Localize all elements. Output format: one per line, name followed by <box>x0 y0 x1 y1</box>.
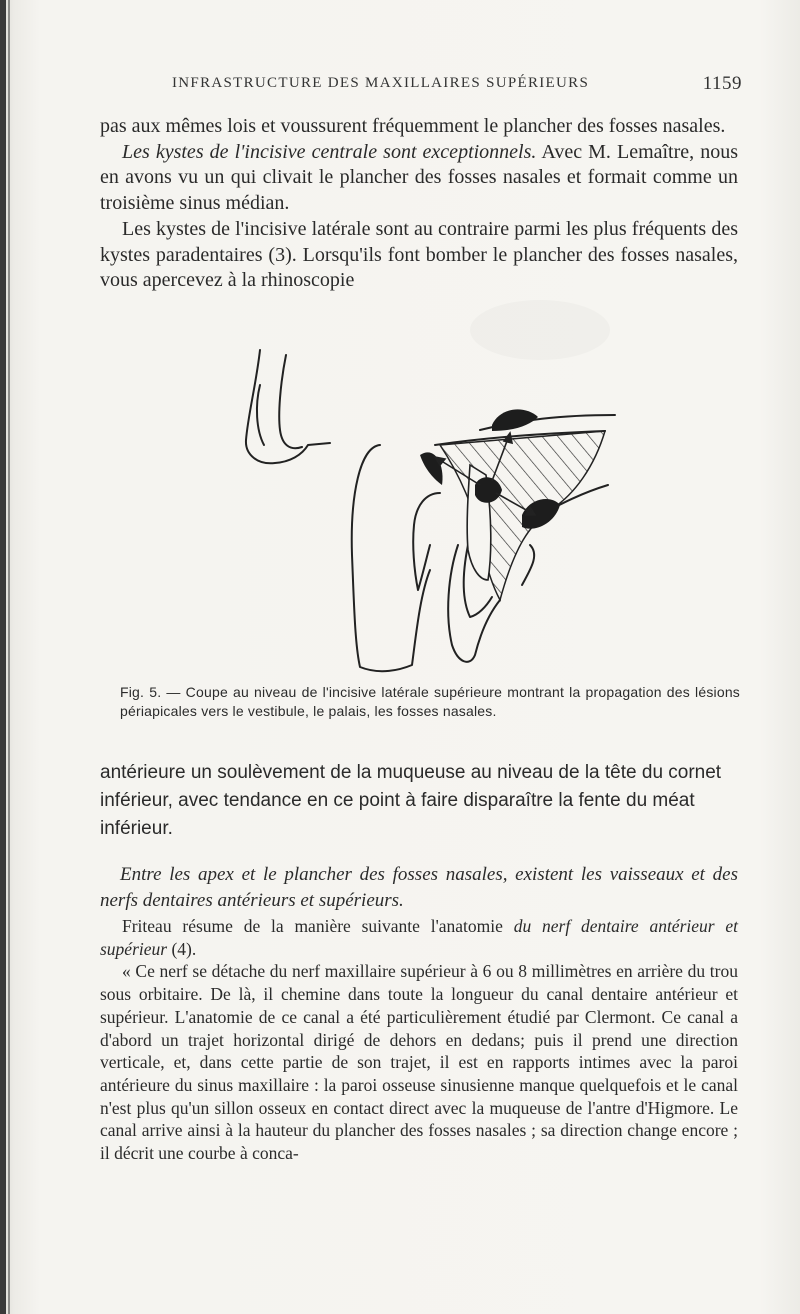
arrowhead <box>504 433 512 443</box>
body-text-middle <box>100 759 760 843</box>
paragraph-quote: « Ce nerf se détache du nerf maxillaire supérieur à 6 ou 8 millimètres en arrière du trou sous orbitaire. De là, il chemine dans toute la longueur du canal dentaire antérieur et supérieur. L'anatomie de ce canal a été particulièrement étudié par Clermont. Ce canal a d'abord un trajet horizontal dirigé de dehors en dedans; puis il prend une direction verticale, et, dans cette partie de son trajet, il est en rapports intimes avec la paroi antérieure du sinus maxillaire : la paroi osseuse sinusienne manque quelquefois et le canal n'est plus qu'un sillon osseux en contact direct avec la muqueuse de l'antre d'Higmore. Le canal arrive ainsi à la hauteur du plancher des fosses nasales ; sa direction change encore ; il décrit une courbe à conca- <box>100 961 738 1164</box>
page-spine-edge <box>0 0 6 1314</box>
vestibule-line <box>413 493 440 590</box>
nasal-inner-line <box>279 355 302 448</box>
anatomical-section-figure <box>230 345 620 680</box>
paragraph-text: (4). <box>167 938 197 959</box>
section-heading: Entre les apex et le plancher des fosses nasales, existent les vaisseaux et des nerfs dentaires antérieurs et supérieurs. <box>100 864 738 911</box>
nostril-curve <box>257 385 264 445</box>
paragraph-lateral-incisor: Les kystes de l'incisive latérale sont au contraire parmi les plus fréquents des kystes paradentaires (3). Lorsqu'ils font bomber le plancher des fosses nasales, vous apercevez à la rhinoscopie <box>100 217 738 292</box>
paragraph-friteau <box>100 915 738 960</box>
running-header <box>172 73 742 97</box>
running-title: INFRASTRUCTURE DES MAXILLAIRES SUPÉRIEURS <box>172 75 590 91</box>
paragraph-rhinoscopy: antérieure un soulèvement de la muqueuse au niveau de la tête du cornet inférieur, avec tendance en ce point à faire disparaître la fente du méat inférieur. <box>100 762 722 839</box>
paragraph-text: Avec M. Lemaître, nous en avons vu un qui clivait le plancher des fosses nasales et formait comme un troisième sinus médian. <box>100 140 738 215</box>
page-number: 1159 <box>702 73 742 94</box>
paragraph-continuation: pas aux mêmes lois et voussurent fréquemment le plancher des fosses nasales. <box>100 115 726 137</box>
palate-lower-line <box>522 545 534 585</box>
paragraph-central-incisor <box>100 140 738 217</box>
body-text-top <box>100 114 738 294</box>
figure-caption-text: — Coupe au niveau de l'incisive latérale supérieure montrant la propagation des lésions périapicales vers le vestibule, le palais, les fosses nasales. <box>120 684 741 719</box>
italic-lead: Les kystes de l'incisive centrale sont exceptionnels. <box>122 140 537 163</box>
lip-outline <box>352 445 430 671</box>
lesion-nasal <box>492 409 538 431</box>
figure-label: Fig. 5. <box>120 684 162 700</box>
body-text-bottom <box>100 862 738 1165</box>
paragraph-text: Friteau résume de la manière suivante l'anatomie <box>122 916 514 936</box>
page-spine-shadow <box>8 0 10 1314</box>
figure-caption <box>120 683 740 721</box>
italic-term: du nerf dentaire antérieur et supérieur <box>100 916 739 959</box>
